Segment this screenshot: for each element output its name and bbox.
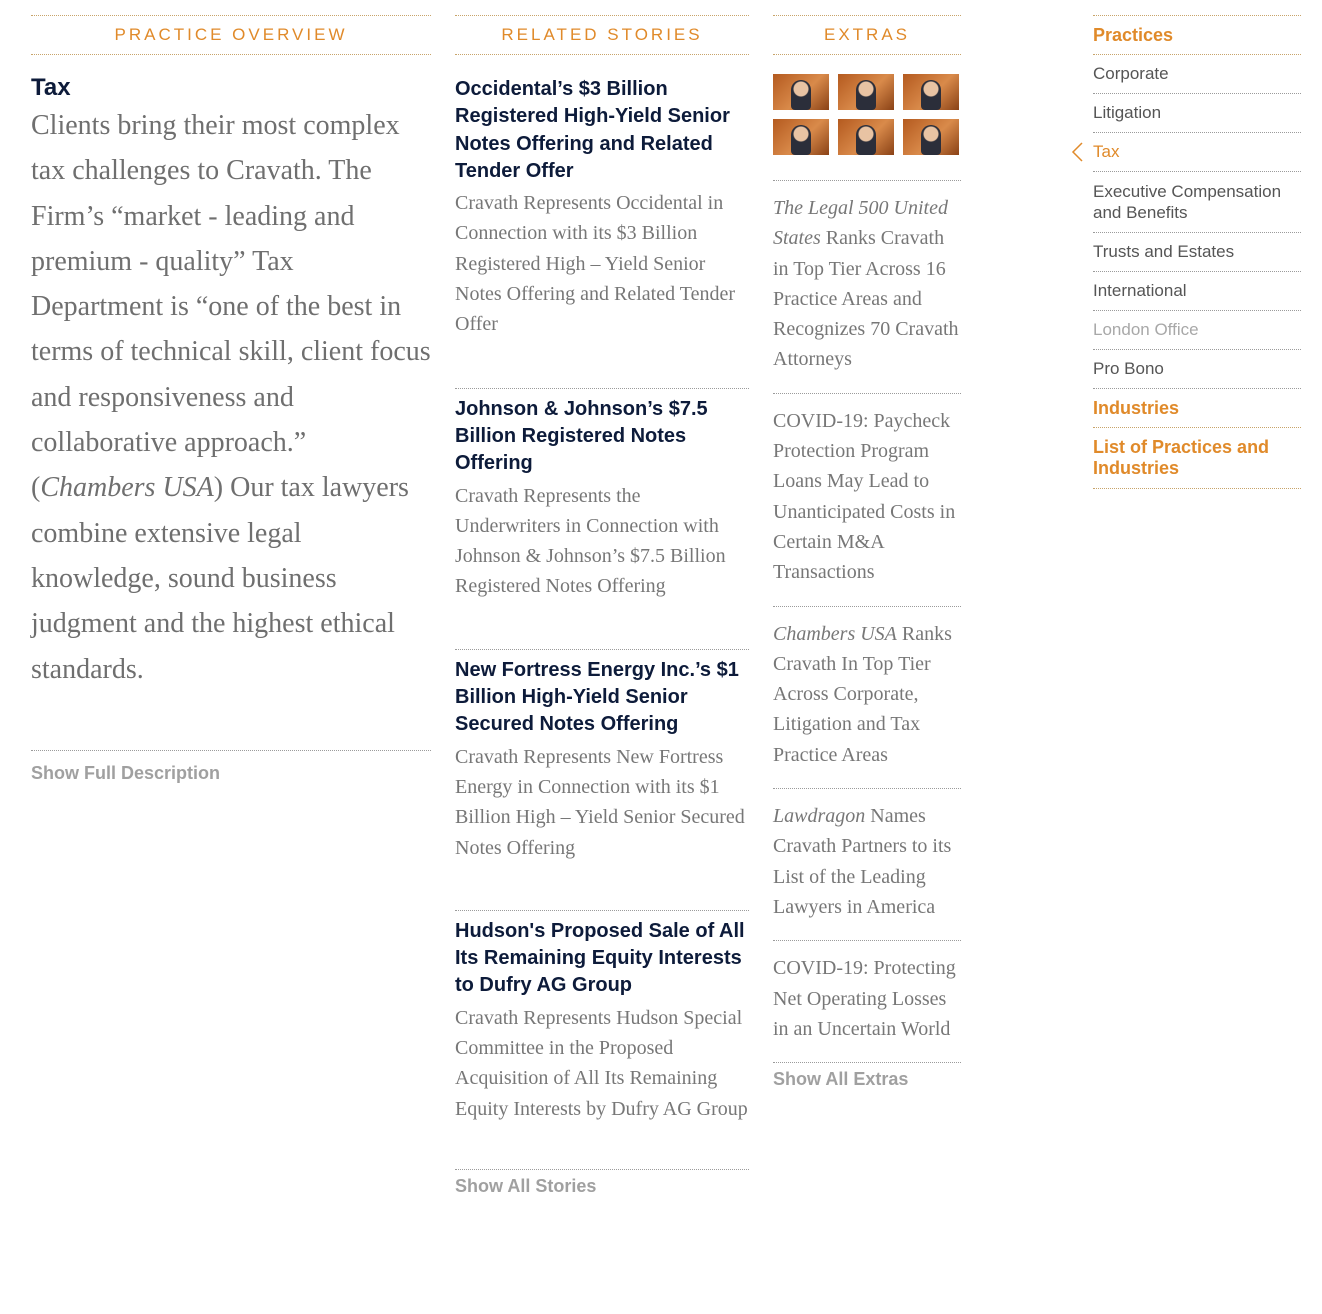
story-subtitle: Cravath Represents New Fortress Energy in Connection with its $1 Billion High – Yield Senior Secured Notes Offering [455,745,745,859]
page-title: Tax [31,74,71,101]
sidebar-item-practices[interactable]: Practices [1093,16,1301,55]
extra-text: Ranks Cravath in Top Tier Across 16 Practice Areas and Recognizes 70 Cravath Attorneys [773,227,959,371]
attorney-photos [773,74,961,155]
description-text-1: Clients bring their most complex tax challenges to Cravath. The Firm’s “market - leading and premium - quality” Tax Department is “one of the best in terms of technical skill, client focus and responsiveness and collaborative approach.” ( [31,110,431,504]
sidebar-item-litigation[interactable]: Litigation [1093,94,1301,133]
attorney-photo[interactable] [773,119,829,155]
show-all-stories-link[interactable]: Show All Stories [455,1175,597,1196]
divider [773,606,961,607]
extra-text: COVID-19: Paycheck Protection Program Loans May Lead to Unanticipated Costs in Certain M&A Transactions [773,409,956,584]
story-title[interactable]: Occidental’s $3 Billion Registered High-Yield Senior Notes Offering and Related Tender Offer [455,78,730,182]
show-full-description-link[interactable]: Show Full Description [31,762,221,783]
description-italic: Chambers USA [40,472,214,504]
attorney-photo[interactable] [773,74,829,110]
divider [773,788,961,789]
divider [773,1062,961,1063]
description-text-2: ) Our tax lawyers combine extensive legal knowledge, sound business judgment and the highest ethical standards. [31,472,409,685]
sidebar-item-industries[interactable]: Industries [1093,389,1301,428]
sidebar-item-executive-compensation[interactable]: Executive Compensation and Benefits [1093,172,1301,233]
practice-overview-heading: PRACTICE OVERVIEW [31,15,431,55]
divider [773,940,961,941]
story-subtitle: Cravath Represents Occidental in Connection with its $3 Billion Registered High – Yield Senior Notes Offering and Related Tender Offer [455,192,735,336]
sidebar-item-international[interactable]: International [1093,272,1301,311]
attorney-photo[interactable] [903,74,959,110]
story-subtitle: Cravath Represents Hudson Special Committee in the Proposed Acquisition of All Its Remaining Equity Interests by Dufry AG Group [455,1006,748,1120]
extra-item[interactable] [773,953,961,1044]
sidebar-item-pro-bono[interactable]: Pro Bono [1093,350,1301,389]
related-stories-heading: RELATED STORIES [455,15,749,55]
extra-item[interactable] [773,193,961,375]
practice-description [31,103,431,692]
attorney-photo[interactable] [903,119,959,155]
show-all-extras-link[interactable]: Show All Extras [773,1069,909,1090]
extra-item[interactable] [773,801,961,922]
divider [455,649,749,650]
chevron-left-icon [1069,141,1089,163]
extra-italic: The Legal 500 United States [773,197,948,250]
divider [773,393,961,394]
extra-text: Names Cravath Partners to its List of the Leading Lawyers in America [773,805,952,918]
divider [773,180,961,181]
extra-text: COVID-19: Protecting Net Operating Losses in an Uncertain World [773,957,956,1040]
extra-italic: Lawdragon [773,805,866,828]
story-title[interactable]: Hudson's Proposed Sale of All Its Remaining Equity Interests to Dufry AG Group [455,919,745,997]
sidebar-item-list-practices-industries[interactable]: List of Practices and Industries [1093,428,1301,489]
sidebar-item-london-office[interactable]: London Office [1093,311,1301,350]
story-title[interactable]: New Fortress Energy Inc.’s $1 Billion High-Yield Senior Secured Notes Offering [455,658,739,736]
attorney-photo[interactable] [838,119,894,155]
extra-item[interactable] [773,619,961,770]
practices-sidebar [1093,0,1301,489]
extra-italic: Chambers USA [773,622,897,645]
story-item[interactable] [455,76,749,340]
sidebar-item-label: Tax [1093,142,1120,161]
extra-item[interactable] [773,406,961,588]
sidebar-item-corporate[interactable]: Corporate [1093,55,1301,94]
sidebar-item-tax[interactable] [1093,133,1301,172]
attorney-photo[interactable] [838,74,894,110]
story-subtitle: Cravath Represents the Underwriters in Connection with Johnson & Johnson’s $7.5 Billion Registered Notes Offering [455,484,726,598]
divider [455,388,749,389]
story-title[interactable]: Johnson & Johnson’s $7.5 Billion Registered Notes Offering [455,397,708,475]
story-item[interactable] [455,918,749,1124]
story-item[interactable] [455,396,749,602]
divider [31,750,431,751]
practice-overview-column [31,0,431,784]
extras-heading: EXTRAS [773,15,961,55]
story-item[interactable] [455,657,749,863]
related-stories-column [455,0,749,1197]
divider [455,1169,749,1170]
divider [455,910,749,911]
extras-column [773,0,961,1090]
extra-text: Ranks Cravath In Top Tier Across Corporate, Litigation and Tax Practice Areas [773,622,952,766]
sidebar-item-trusts-estates[interactable]: Trusts and Estates [1093,233,1301,272]
